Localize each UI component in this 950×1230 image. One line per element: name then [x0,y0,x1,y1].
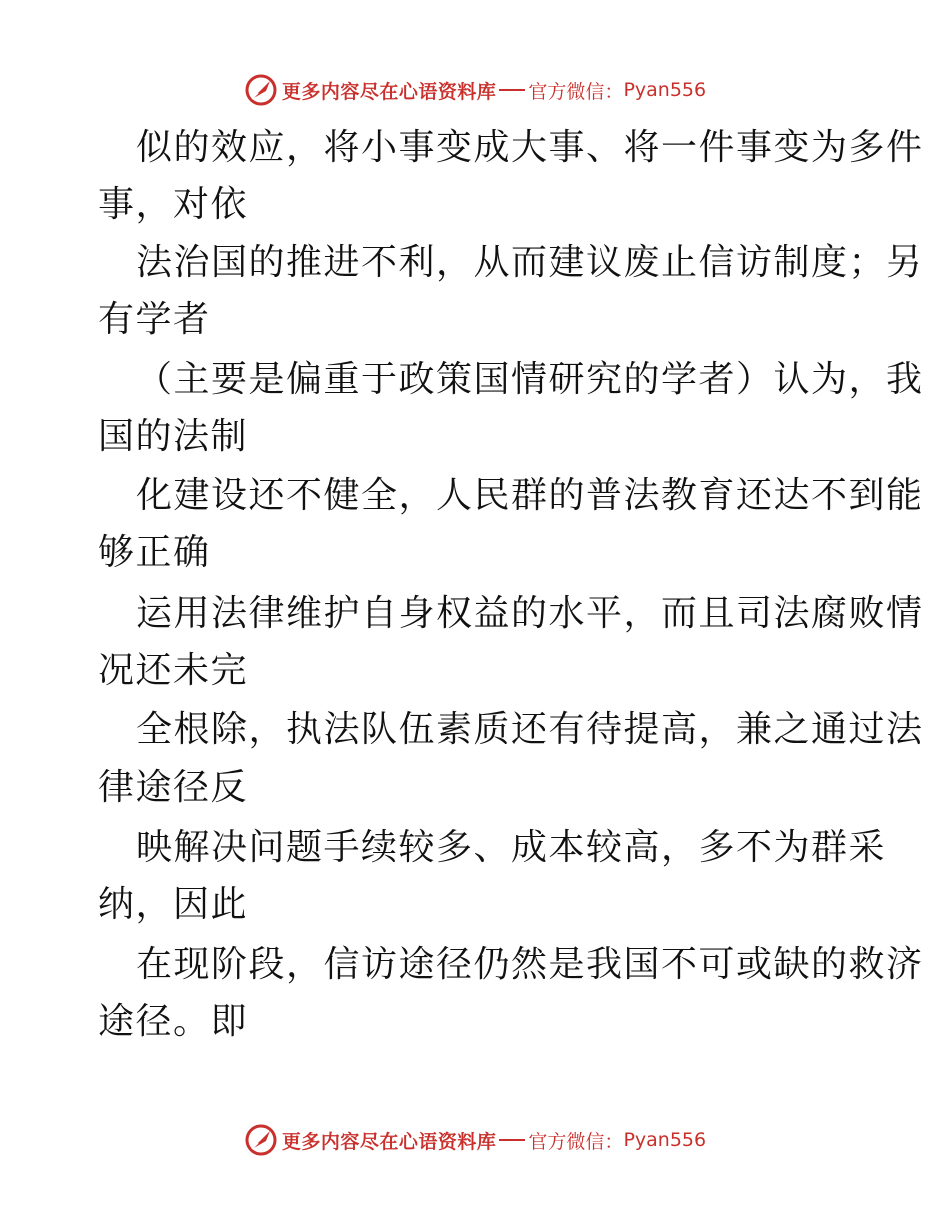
paragraph-line: 况还未完 [98,650,249,691]
watermark-text: 更多内容尽在心语资料库 [281,1130,497,1153]
paragraph-line: 事，对依 [98,184,249,225]
paragraph-line: 律途径反 [98,767,249,808]
paragraph-line: 在现阶段，信访途径仍然是我国不可或缺的救济 [136,944,924,985]
paragraph-line: 有学者 [98,299,211,340]
quill-logo-icon [244,73,278,107]
paragraph-line: 运用法律维护自身权益的水平，而且司法腐败情 [136,593,924,634]
watermark-wechat-id: Pyan556 [623,79,707,101]
paragraph-line: 途径。即 [98,1001,249,1042]
paragraph-line: 法治国的推进不利，从而建议废止信访制度；另 [136,242,924,283]
watermark-wechat-id: Pyan556 [623,1129,707,1151]
watermark-text: 更多内容尽在心语资料库 [281,80,497,103]
footer-watermark [0,1120,950,1160]
paragraph-line: （主要是偏重于政策国情研究的学者）认为，我 [136,359,924,400]
paragraph-line: 够正确 [98,532,211,573]
header-watermark [0,70,950,110]
watermark-dash [499,1139,525,1141]
watermark-dash [499,89,525,91]
paragraph-line: 全根除，执法队伍素质还有待提高，兼之通过法 [136,709,924,750]
paragraph-line: 映解决问题手续较多、成本较高，多不为群采 [136,827,887,868]
paragraph-line: 似的效应，将小事变成大事、将一件事变为多件 [136,127,924,168]
watermark-wechat-label: 官方微信： [528,1130,624,1153]
watermark-wechat-label: 官方微信： [528,80,624,103]
quill-logo-icon [244,1123,278,1157]
paragraph-line: 国的法制 [98,416,249,457]
paragraph-line: 化建设还不健全，人民群的普法教育还达不到能 [136,475,924,516]
paragraph-line: 纳，因此 [98,884,249,925]
